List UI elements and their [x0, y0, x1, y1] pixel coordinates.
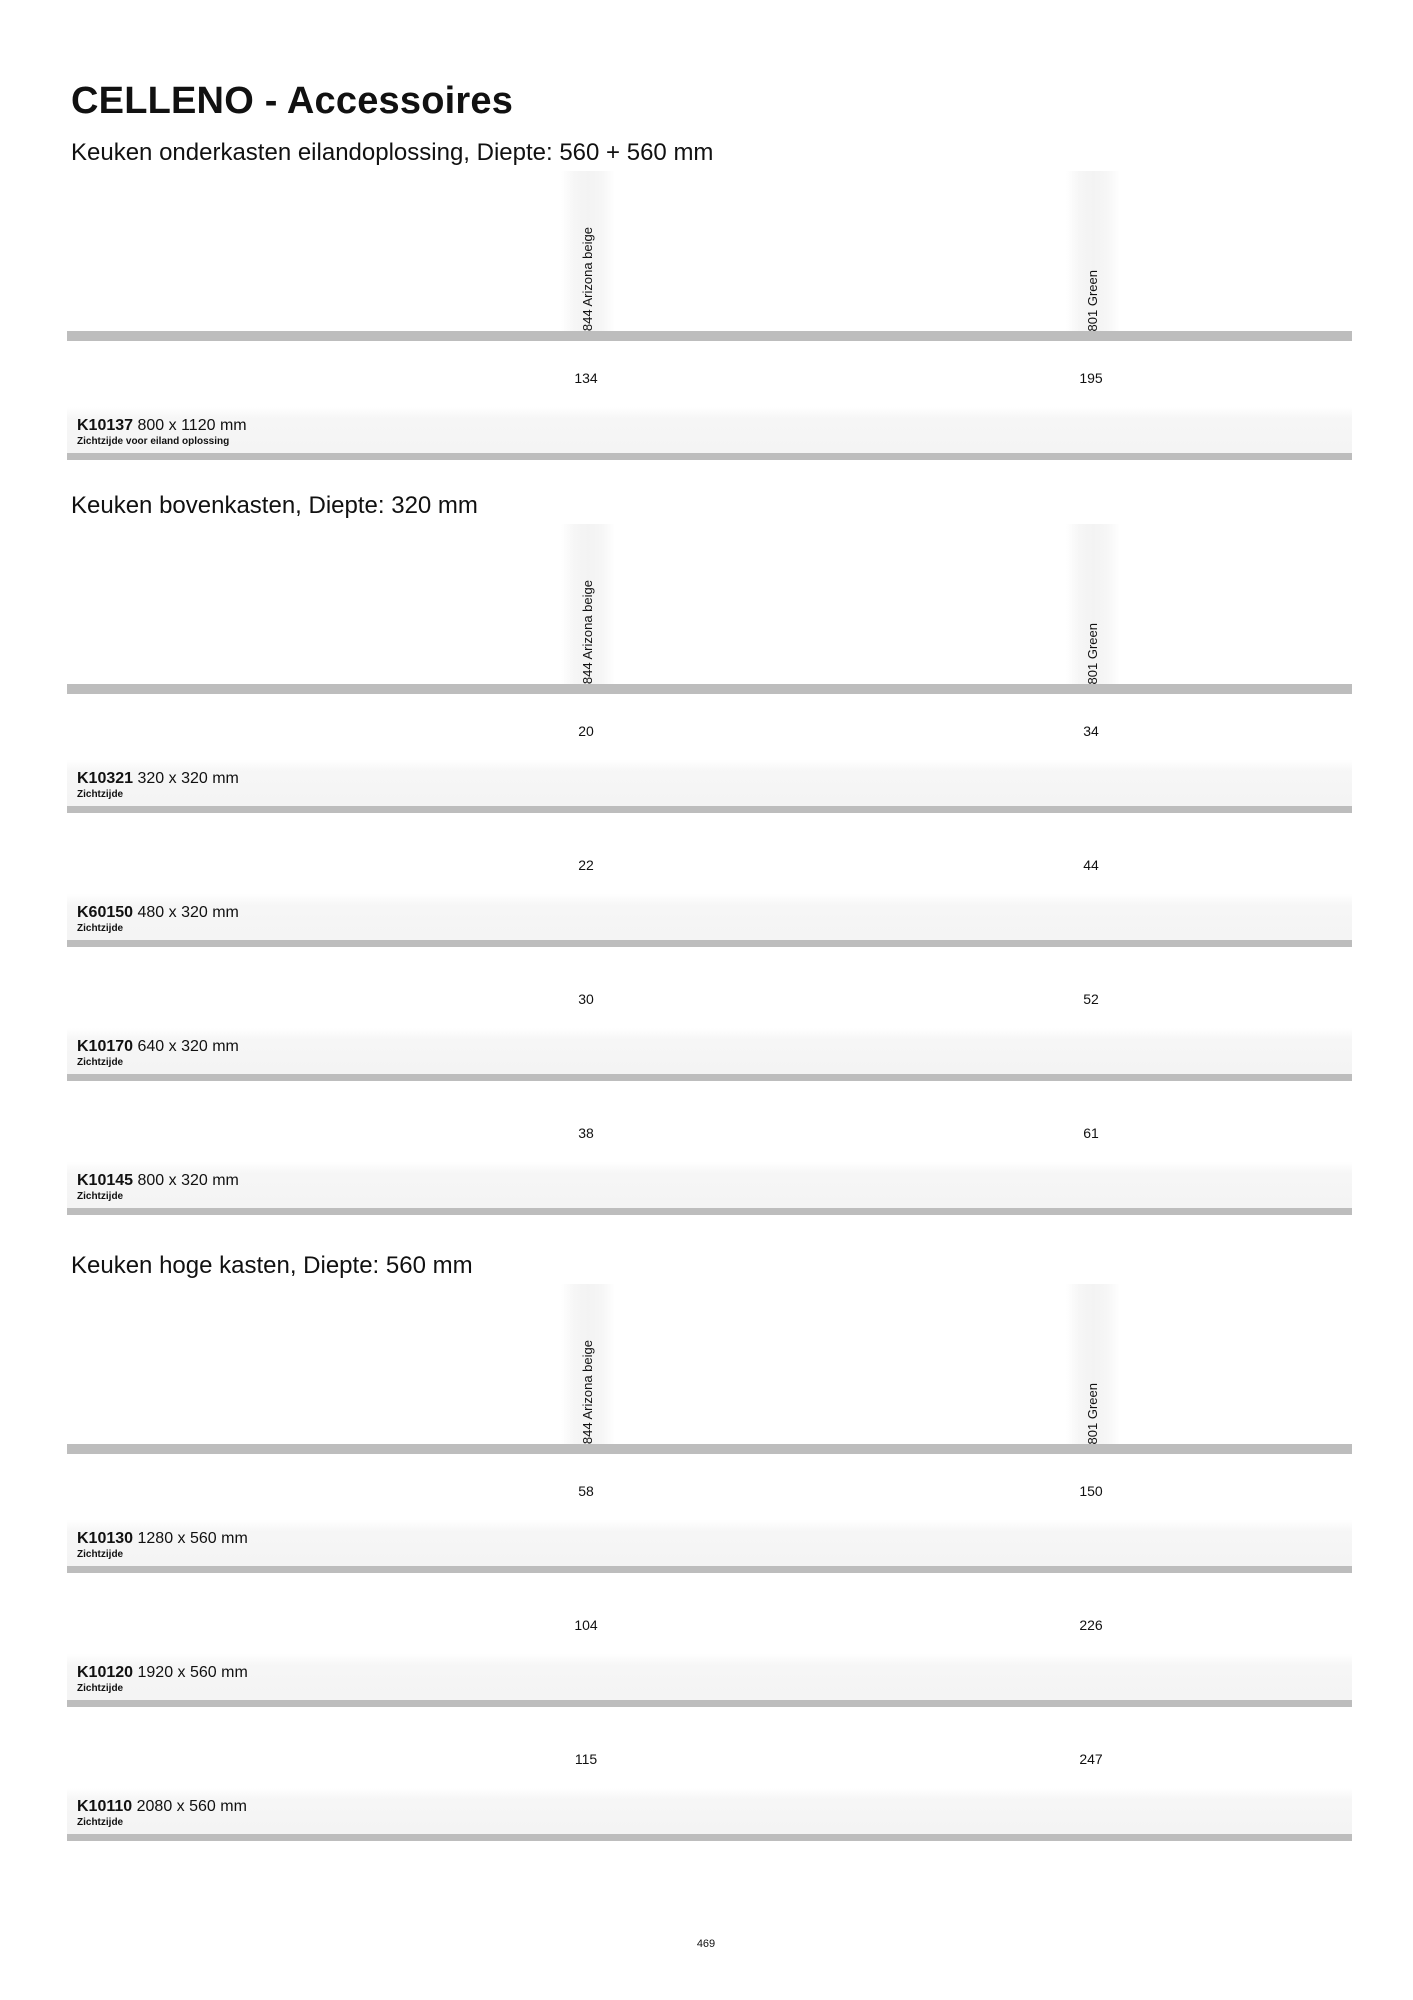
column-header-color-2 [1066, 1284, 1120, 1454]
price-cell: 195 [1079, 370, 1103, 386]
article-size: 640 x 320 mm [137, 1038, 239, 1055]
article-size: 800 x 1120 mm [137, 417, 247, 434]
row-divider [67, 1208, 1352, 1215]
table-row [67, 1096, 1352, 1230]
article-note: Zichtzijde [77, 1191, 124, 1202]
article-size: 2080 x 560 mm [136, 1798, 247, 1815]
column-label: 844 Arizona beige [580, 579, 595, 684]
article-code: K10130 [77, 1530, 134, 1547]
column-header [67, 524, 1352, 694]
column-header [67, 1284, 1352, 1454]
section-title: Keuken onderkasten eilandoplossing, Diepte: 560 + 560 mm [71, 139, 714, 166]
column-header-color-2 [1066, 524, 1120, 694]
table-row [67, 962, 1352, 1096]
header-divider [67, 331, 1352, 341]
column-header-color-2 [1066, 171, 1120, 341]
section-title: Keuken bovenkasten, Diepte: 320 mm [71, 492, 478, 519]
section-title: Keuken hoge kasten, Diepte: 560 mm [71, 1252, 473, 1279]
price-cell: 104 [574, 1617, 598, 1633]
column-label: 844 Arizona beige [580, 226, 595, 331]
price-cell: 30 [578, 991, 594, 1007]
article-size: 800 x 320 mm [137, 1172, 239, 1189]
article-code: K10321 [77, 770, 134, 787]
article-code: K10120 [77, 1664, 134, 1681]
price-cell: 115 [574, 1751, 598, 1767]
table-row [67, 1454, 1352, 1588]
price-cell: 134 [574, 370, 598, 386]
price-cell: 38 [578, 1125, 594, 1141]
price-cell: 22 [578, 857, 594, 873]
row-divider [67, 453, 1352, 460]
article-note: Zichtzijde [77, 923, 124, 934]
table-row [67, 828, 1352, 962]
price-cell: 150 [1079, 1483, 1103, 1499]
row-divider [67, 1566, 1352, 1573]
price-cell: 20 [578, 723, 594, 739]
row-divider [67, 1834, 1352, 1841]
table-row [67, 694, 1352, 828]
row-divider [67, 1074, 1352, 1081]
row-divider [67, 806, 1352, 813]
article-info [67, 894, 1352, 940]
article-note: Zichtzijde [77, 1683, 124, 1694]
column-label: 844 Arizona beige [580, 1339, 595, 1444]
column-header [67, 171, 1352, 341]
article-note: Zichtzijde [77, 1817, 124, 1828]
article-code: K10110 [77, 1798, 133, 1815]
column-header-color-1 [561, 1284, 615, 1454]
price-cell: 44 [1083, 857, 1099, 873]
row-divider [67, 940, 1352, 947]
table-row [67, 341, 1352, 475]
column-header-color-1 [561, 171, 615, 341]
article-note: Zichtzijde [77, 1549, 124, 1560]
article-code: K60150 [77, 904, 134, 921]
article-code: K10170 [77, 1038, 134, 1055]
article-note: Zichtzijde [77, 1057, 124, 1068]
header-divider [67, 1444, 1352, 1454]
page-title: CELLENO - Accessoires [71, 80, 514, 122]
article-size: 480 x 320 mm [137, 904, 239, 921]
price-cell: 247 [1079, 1751, 1103, 1767]
article-info [67, 760, 1352, 806]
article-size: 1920 x 560 mm [137, 1664, 248, 1681]
price-cell: 61 [1083, 1125, 1099, 1141]
article-size: 320 x 320 mm [137, 770, 239, 787]
price-cell: 58 [578, 1483, 594, 1499]
page-number: 469 [696, 1938, 716, 1950]
column-label: 801 Green [1085, 269, 1100, 331]
article-size: 1280 x 560 mm [137, 1530, 248, 1547]
article-info [67, 1788, 1352, 1834]
article-code: K10145 [77, 1172, 134, 1189]
article-info [67, 1162, 1352, 1208]
column-label: 801 Green [1085, 1382, 1100, 1444]
column-label: 801 Green [1085, 622, 1100, 684]
price-cell: 226 [1079, 1617, 1103, 1633]
price-cell: 52 [1083, 991, 1099, 1007]
row-divider [67, 1700, 1352, 1707]
table-row [67, 1588, 1352, 1722]
header-divider [67, 684, 1352, 694]
article-info [67, 1654, 1352, 1700]
table-row [67, 1722, 1352, 1856]
article-note: Zichtzijde voor eiland oplossing [77, 436, 230, 447]
article-note: Zichtzijde [77, 789, 124, 800]
column-header-color-1 [561, 524, 615, 694]
article-code: K10137 [77, 417, 134, 434]
price-cell: 34 [1083, 723, 1099, 739]
article-info [67, 1028, 1352, 1074]
article-info [67, 1520, 1352, 1566]
article-info [67, 407, 1352, 453]
